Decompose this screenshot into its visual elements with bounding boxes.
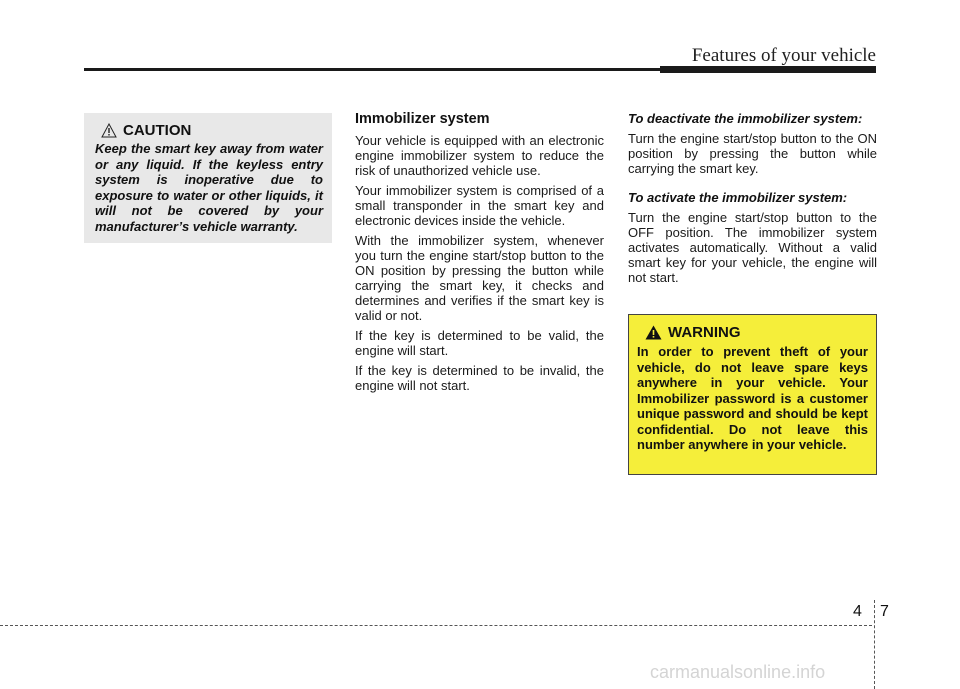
body-paragraph: If the key is determined to be valid, the engine will start. xyxy=(355,328,604,358)
footer-vertical-rule xyxy=(874,600,875,689)
warning-box xyxy=(628,314,877,475)
activation-section xyxy=(628,111,877,290)
body-paragraph: With the immobilizer system, whenever you turn the engine start/stop button to the ON position by pressing the button while carrying the smart key, it checks and determines and verifies if the smart key is valid or not. xyxy=(355,233,604,323)
header-bar xyxy=(660,66,876,73)
activate-title: To activate the immobilizer system: xyxy=(628,190,848,205)
deactivate-title: To deactivate the immobilizer system: xyxy=(628,111,863,126)
warning-text: In order to prevent theft of your vehicle, do not leave spare keys anywhere in your vehicle. Your Immobilizer password is a customer unique password and should be kept confidential. Do not leave this number anywhere in your vehicle. xyxy=(637,344,868,452)
caution-header xyxy=(95,122,323,139)
caution-text: Keep the smart key away from water or any liquid. If the keyless entry system is inoperative due to exposure to water or other liquids, it will not be covered by your manufacturer’s vehicle warranty. xyxy=(95,141,323,234)
warning-triangle-icon xyxy=(645,325,662,340)
page-chapter-number: 4 xyxy=(853,603,862,620)
section-title: Immobilizer system xyxy=(355,111,490,127)
caution-title: CAUTION xyxy=(123,122,192,139)
caution-triangle-icon xyxy=(101,123,117,138)
caution-box xyxy=(84,113,332,243)
activate-text: Turn the engine start/stop button to the OFF position. The immobilizer system activates automatically. Without a valid smart key for your vehicle, the engine will not start. xyxy=(628,210,877,285)
page-header-title: Features of your vehicle xyxy=(691,45,876,66)
warning-title: WARNING xyxy=(668,324,741,341)
body-paragraph: Your vehicle is equipped with an electronic engine immobilizer system to reduce the risk of unauthorized vehicle use. xyxy=(355,133,604,178)
body-paragraph: If the key is determined to be invalid, the engine will not start. xyxy=(355,363,604,393)
deactivate-text: Turn the engine start/stop button to the ON position by pressing the button while carrying the smart key. xyxy=(628,131,877,176)
header-rule xyxy=(84,68,660,71)
footer-rule xyxy=(0,625,872,626)
body-paragraph: Your immobilizer system is comprised of a small transponder in the smart key and electronic devices inside the vehicle. xyxy=(355,183,604,228)
watermark-text: carmanualsonline.info xyxy=(650,662,826,682)
immobilizer-section xyxy=(355,111,604,398)
page-number: 7 xyxy=(880,603,889,620)
warning-header xyxy=(637,324,868,341)
